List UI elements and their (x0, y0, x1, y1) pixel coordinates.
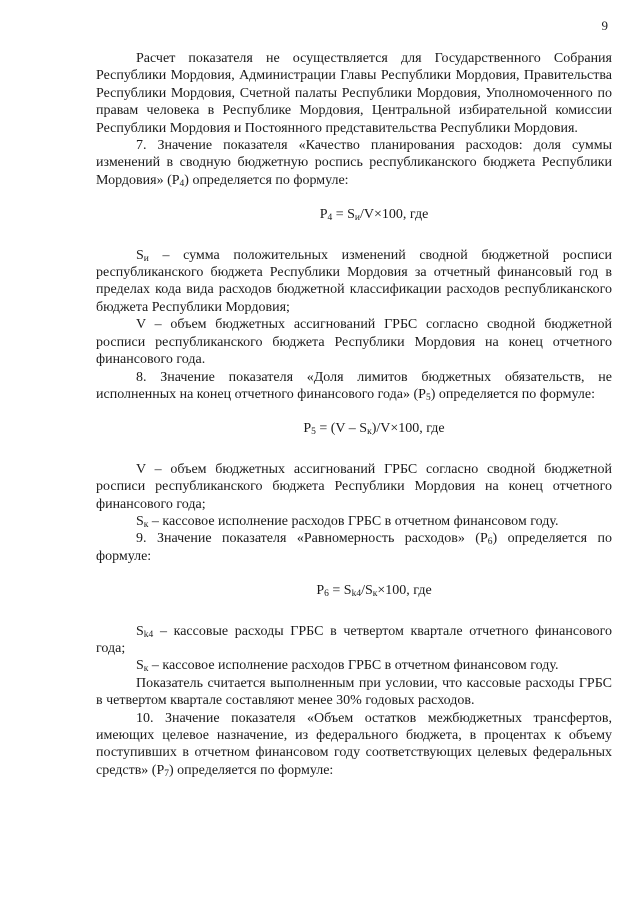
formula-part: /V×100, где (360, 207, 429, 223)
subscript: 5 (311, 427, 316, 438)
paragraph-10-text-end: ) определяется по формуле: (169, 762, 334, 778)
definition-text: – кассовое исполнение расходов ГРБС в отчетном финансовом году. (148, 513, 559, 529)
paragraph-7 (96, 137, 612, 189)
subscript: k4 (143, 629, 154, 640)
formula-part: P (319, 207, 328, 223)
paragraph-7-text-end: ) определяется по формуле: (184, 172, 349, 188)
paragraph-8 (96, 369, 612, 404)
formula-part: ×100, где (377, 583, 432, 599)
definition-sk (96, 513, 612, 530)
subscript: 6 (324, 589, 329, 600)
paragraph-exclusions: Расчет показателя не осуществляется для Государственного Собрания Республики Мордовия, Администрации Главы Республики Мордовия, Правительства Республики Мордовия, Счетной палаты Республики Мордовия, Уполномоченного по правам человека в Республике Мордовия, Центральной избирательной комиссии Республики Мордовия и Постоянного представительства Республики Мордовия. (96, 51, 612, 136)
formula-part: P (303, 421, 312, 437)
definition-sk-2 (96, 657, 612, 674)
definition-text: – кассовые расходы ГРБС в четвертом квартале отчетного финансового года; (96, 623, 612, 656)
subscript: k4 (351, 589, 362, 600)
symbol: S (136, 247, 144, 263)
formula-p6 (96, 582, 612, 599)
subscript: к (367, 427, 372, 438)
subscript: к (143, 664, 149, 675)
formula-part: P (316, 583, 325, 599)
paragraph-10 (96, 710, 612, 780)
paragraph-10-text: 10. Значение показателя «Объем остатков межбюджетных трансфертов, имеющих целевое назначение, из федерального бюджета, в процентах к объему поступивших в отчетном финансовом году соответствующих целевых федеральных средств» (P (96, 710, 612, 778)
page-number: 9 (601, 18, 608, 33)
paragraph-8-text: 8. Значение показателя «Доля лимитов бюджетных обязательств, не исполненных на конец отчетного финансового года» (P (96, 369, 612, 402)
symbol: S (136, 658, 144, 674)
subscript: и (143, 253, 149, 264)
paragraph-9-text-end: ) определяется по формуле: (96, 531, 612, 564)
subscript: 4 (327, 213, 333, 224)
formula-p4 (96, 206, 612, 223)
paragraph-8-text-end: ) определяется по формуле: (430, 386, 595, 402)
paragraph-7-text: 7. Значение показателя «Качество планирования расходов: доля суммы изменений в сводную бюджетную роспись республиканского бюджета Республики Мордовия» (P (96, 138, 612, 188)
subscript: и (354, 213, 361, 224)
paragraph-condition: Показатель считается выполненным при условии, что кассовые расходы ГРБС в четвертом квартале составляют менее 30% годовых расходов. (96, 675, 612, 709)
subscript: 5 (425, 392, 431, 403)
subscript: к (143, 519, 149, 530)
definition-v: V – объем бюджетных ассигнований ГРБС согласно сводной бюджетной росписи республиканского бюджета Республики Мордовия на конец отчетного финансового года. (96, 317, 612, 368)
subscript: 7 (164, 768, 170, 779)
formula-part: = (V – S (315, 421, 368, 437)
paragraph-9 (96, 530, 612, 565)
paragraph-9-text: 9. Значение показателя «Равномерность расходов» (P (136, 531, 488, 547)
subscript: 4 (179, 178, 185, 189)
formula-part: )/V×100, где (371, 421, 445, 437)
formula-part: = S (332, 207, 355, 223)
document-body (96, 50, 612, 779)
formula-p5 (96, 420, 612, 437)
definition-sk4 (96, 623, 612, 658)
definition-si (96, 247, 612, 317)
symbol: S (136, 623, 144, 639)
formula-part: /S (361, 583, 373, 599)
subscript: 6 (487, 537, 493, 548)
definition-v-2: V – объем бюджетных ассигнований ГРБС согласно сводной бюджетной росписи республиканского бюджета Республики Мордовия на конец отчетного финансового года; (96, 461, 612, 512)
definition-text: – кассовое исполнение расходов ГРБС в отчетном финансовом году. (148, 658, 559, 674)
definition-text: – сумма положительных изменений сводной бюджетной росписи республиканского бюджета Республики Мордовия за отчетный финансовый год в пределах кода вида расходов бюджетной классификации расходов республиканского бюджета Республики Мордовия; (96, 247, 612, 315)
symbol: S (136, 513, 144, 529)
formula-part: = S (328, 583, 352, 599)
subscript: к (372, 589, 378, 600)
